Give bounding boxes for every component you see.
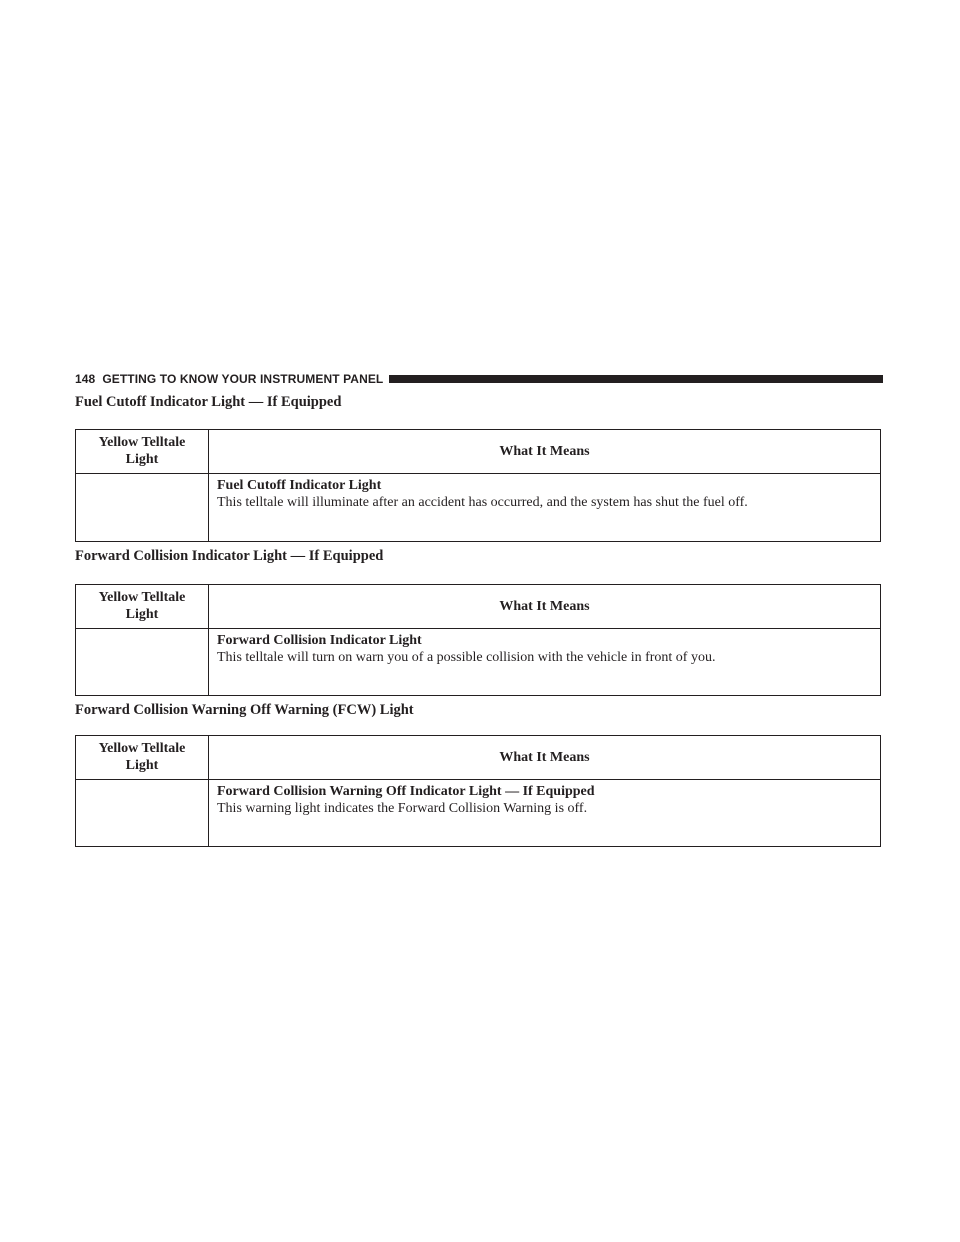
meaning-cell: [209, 474, 880, 541]
entry-title: Forward Collision Indicator Light: [217, 633, 422, 648]
column-header-telltale-line2: Light: [125, 607, 159, 622]
telltale-table-forward-collision: [75, 584, 881, 696]
entry-description: This telltale will turn on warn you of a possible collision with the vehicle in front of you.: [217, 650, 716, 665]
telltale-icon-cell: [76, 474, 209, 541]
header-rule: [389, 375, 883, 383]
table-row: [76, 780, 880, 846]
section-title-fuel-cutoff: Fuel Cutoff Indicator Light — If Equipped: [75, 394, 342, 410]
telltale-icon-cell: [76, 629, 209, 695]
entry-title: Fuel Cutoff Indicator Light: [217, 478, 382, 493]
column-header-telltale-line1: Yellow Telltale: [98, 741, 186, 756]
column-header-telltale: [76, 430, 209, 473]
column-header-telltale-line1: Yellow Telltale: [98, 435, 186, 450]
telltale-table-fcw-off: [75, 735, 881, 847]
column-header-telltale-line2: Light: [125, 452, 159, 467]
column-header-meaning: What It Means: [499, 750, 590, 765]
entry-description: This telltale will illuminate after an accident has occurred, and the system has shut the fuel off.: [217, 495, 748, 510]
chapter-title: GETTING TO KNOW YOUR INSTRUMENT PANEL: [102, 372, 384, 386]
telltale-table-fuel-cutoff: [75, 429, 881, 542]
table-row: [76, 629, 880, 695]
column-header-meaning: What It Means: [499, 444, 590, 459]
meaning-cell: [209, 629, 880, 695]
page-header: [75, 370, 883, 388]
table-row: [76, 474, 880, 541]
table-header-row: [76, 736, 880, 780]
table-header-row: [76, 430, 880, 474]
meaning-cell: [209, 780, 880, 846]
section-title-forward-collision: Forward Collision Indicator Light — If Equipped: [75, 548, 384, 564]
column-header-telltale: [76, 736, 209, 779]
column-header-telltale-line1: Yellow Telltale: [98, 590, 186, 605]
column-header-telltale-line2: Light: [125, 758, 159, 773]
table-header-row: [76, 585, 880, 629]
telltale-icon-cell: [76, 780, 209, 846]
section-title-fcw-off: Forward Collision Warning Off Warning (FCW) Light: [75, 702, 414, 718]
entry-description: This warning light indicates the Forward Collision Warning is off.: [217, 801, 588, 816]
column-header-telltale: [76, 585, 209, 628]
page-number: 148: [75, 372, 96, 386]
entry-title: Forward Collision Warning Off Indicator Light — If Equipped: [217, 784, 595, 799]
column-header-meaning: What It Means: [499, 599, 590, 614]
